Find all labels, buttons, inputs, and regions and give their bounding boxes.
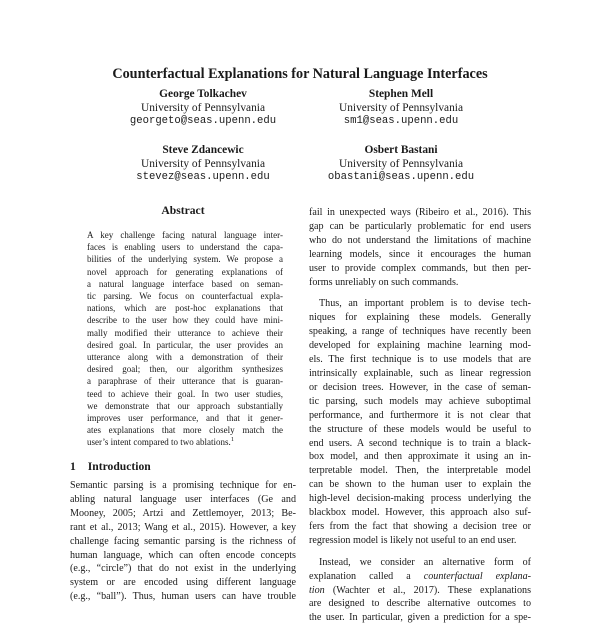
text-line: els. The first technique is to use models that are [309, 354, 531, 366]
author-affiliation: University of Pennsylvania [338, 101, 463, 114]
paragraph [309, 556, 531, 625]
text-line: intrinsically explainable, such as linear regression [309, 367, 531, 379]
text-span: user’s intent compared to two ablations. [87, 437, 231, 448]
text-line: improves user performance, and that it gener- [87, 413, 283, 424]
author-email[interactable]: sm1@seas.upenn.edu [343, 115, 459, 128]
author-email[interactable]: obastani@seas.upenn.edu [327, 171, 475, 184]
text-line: system or are encoded using different language [70, 577, 296, 589]
text-line: desired goal; then, our algorithm synthesizes [87, 364, 283, 375]
text-line: box model, and then approximate it using an in- [309, 451, 531, 463]
author-email[interactable]: stevez@seas.upenn.edu [136, 171, 270, 184]
text-line: rant et al., 2013; Wang et al., 2015). However, a key [70, 521, 296, 533]
author-affiliation: University of Pennsylvania [338, 157, 463, 170]
text-line: faces is enabling users to understand the capa- [87, 242, 283, 253]
author-affiliation: University of Pennsylvania [140, 157, 265, 170]
text-line: describe to the user how they could have mini- [87, 315, 283, 326]
text-line: tic parsing. We focus on counterfactual expla- [87, 291, 283, 302]
text-line: tic parsing, such models may achieve suboptimal [309, 395, 531, 407]
text-line: are designed to describe alternative outcomes to [309, 598, 531, 610]
text-line: Mooney, 2005; Artzi and Zettlemoyer, 2013; Be- [70, 507, 296, 519]
text-line: forms unreliably on such commands. [309, 276, 459, 288]
text-line: user to provide complex commands, but then per- [309, 262, 531, 274]
author-email[interactable]: georgeto@seas.upenn.edu [129, 115, 277, 128]
text-line: Instead, we consider an alternative form of [319, 556, 531, 568]
text-line: developed for explaining machine learning mod- [309, 340, 531, 352]
text-line: ates explanations that more closely match the [87, 425, 283, 436]
text-line: end users. A second technique is to train a black- [309, 437, 531, 449]
text-line: regression model is likely not useful to an end user. [309, 534, 517, 546]
text-line: can be shown to the human user to explain the [309, 479, 531, 491]
text-span: explanation called a [309, 570, 424, 582]
author-block [98, 88, 308, 129]
text-line: bilities of the underlying system. We propose a [87, 254, 283, 265]
text-line: gap can be particularly problematic for end users [309, 220, 531, 232]
text-line: (e.g., “circle”) that do not exist in the underlying [70, 563, 296, 575]
author-block [296, 144, 506, 185]
text-line: abling natural language user interfaces (Ge and [70, 493, 296, 505]
section-title: Introduction [87, 460, 151, 473]
paragraph [309, 206, 531, 289]
text-line: utterance along with a demonstration of their [87, 352, 283, 363]
section-number: 1 [70, 460, 76, 473]
author-block [296, 88, 506, 129]
text-line: blackbox model. However, this approach also suf- [309, 507, 531, 519]
text-line: performance, and furthermore it is not clear that [309, 409, 531, 421]
introduction-text-right [309, 206, 531, 625]
text-line: nations, which are post-hoc explanations that [87, 303, 283, 314]
text-line: the structure of these models would be useful to [309, 423, 531, 435]
text-line: niques for explaining these models. Generally [309, 312, 531, 324]
text-line [309, 584, 531, 598]
emphasis: counterfactual explana- [423, 570, 531, 582]
text-span: (Wachter et al., 2017). These explanations [324, 584, 531, 596]
text-line: desired goal. In particular, the user provides an [87, 339, 283, 350]
introduction-text-left [70, 479, 296, 604]
text-line: we demonstrate that our approach substantially [87, 400, 283, 411]
text-line: high-level decision-making process underlying the [309, 493, 531, 505]
text-line [309, 570, 531, 584]
text-line: fers from the fact that showing a decision tree or [309, 520, 531, 532]
text-line: Semantic parsing is a promising technique for en- [70, 480, 296, 491]
author-name: Osbert Bastani [364, 144, 438, 156]
text-line: human language, which can often encode concepts [70, 549, 296, 561]
author-affiliation: University of Pennsylvania [140, 101, 265, 114]
text-line: the user. In particular, given a prediction for a spe- [309, 612, 531, 624]
abstract-text [87, 229, 283, 449]
text-line: speaking, a range of techniques have recently been [309, 326, 531, 338]
author-name: George Tolkachev [159, 88, 247, 100]
text-line: challenge facing semantic parsing is the richness of [70, 535, 296, 547]
text-line: learning models, since it encourages the human [309, 248, 531, 260]
paragraph [309, 297, 531, 547]
text-line: novel approach for generating explanations of [87, 266, 283, 277]
text-line: teed to achieve their goal. In two user studies, [87, 388, 283, 399]
text-line: who do not understand the limitations of machine [309, 234, 531, 246]
text-line: mally modified their utterance to achieve their [87, 327, 283, 338]
text-line: or decision trees. However, in the case of seman- [309, 381, 531, 393]
footnote-mark[interactable]: 1 [230, 436, 235, 444]
paper-title: Counterfactual Explanations for Natural Language Interfaces [112, 66, 488, 82]
text-line: terpretable model. Then, the interpretable model [309, 465, 531, 477]
abstract-heading: Abstract [161, 204, 205, 217]
emphasis: tion [309, 584, 325, 596]
text-line: A key challenge facing natural language inter- [87, 230, 283, 240]
author-name: Stephen Mell [368, 88, 434, 100]
section-heading [70, 460, 151, 473]
author-name: Steve Zdancewic [162, 144, 244, 156]
text-line: Thus, an important problem is to devise tech- [319, 298, 531, 310]
text-line: a paraphrase of their utterance that is guaran- [87, 376, 283, 387]
text-line [87, 436, 283, 448]
text-line: fail in unexpected ways (Ribeiro et al., 2016). This [309, 207, 531, 218]
text-line: (e.g., “ball”). Thus, human users can have trouble [70, 591, 296, 603]
text-line: a natural language interface based on seman- [87, 278, 283, 289]
author-block [98, 144, 308, 185]
